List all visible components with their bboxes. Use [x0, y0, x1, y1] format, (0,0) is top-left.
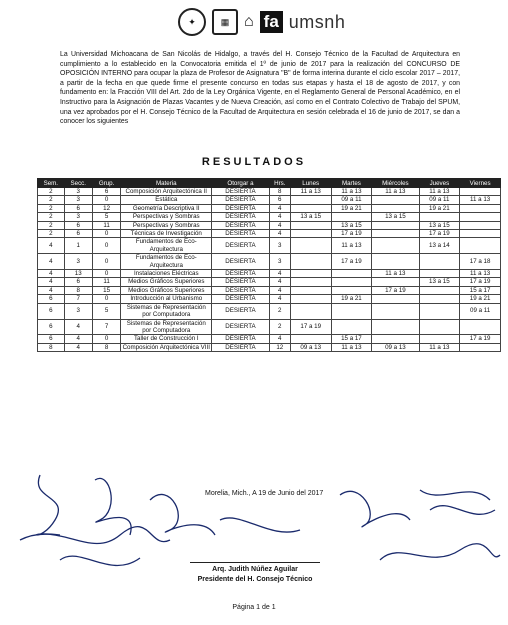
- table-cell: 17 a 19: [460, 278, 501, 286]
- table-cell: DESIERTA: [212, 343, 269, 351]
- table-cell: [290, 221, 331, 229]
- table-cell: 4: [38, 278, 65, 286]
- table-cell: 11 a 13: [460, 270, 501, 278]
- table-cell: [372, 295, 419, 303]
- table-cell: DESIERTA: [212, 230, 269, 238]
- column-header: Hrs.: [269, 179, 290, 188]
- logo-fa: fa: [260, 11, 283, 33]
- table-cell: DESIERTA: [212, 213, 269, 221]
- table-cell: [290, 303, 331, 319]
- table-row: [38, 238, 501, 254]
- table-cell: [372, 230, 419, 238]
- table-cell: 11: [92, 221, 120, 229]
- table-cell: 6: [64, 278, 92, 286]
- results-title: RESULTADOS: [201, 156, 307, 168]
- column-header: Grup.: [92, 179, 120, 188]
- table-cell: 15: [92, 286, 120, 294]
- table-cell: 8: [64, 286, 92, 294]
- table-cell: [372, 319, 419, 335]
- table-cell: 19 a 21: [331, 204, 372, 212]
- table-cell: [460, 230, 501, 238]
- table-cell: 8: [38, 343, 65, 351]
- table-cell: [419, 254, 460, 270]
- table-row: [38, 221, 501, 229]
- table-cell: 4: [38, 286, 65, 294]
- table-cell: [290, 286, 331, 294]
- signature-9: [220, 518, 300, 532]
- table-cell: [372, 238, 419, 254]
- table-cell: 2: [269, 303, 290, 319]
- table-cell: 0: [92, 335, 120, 343]
- table-cell: [372, 204, 419, 212]
- table-cell: 5: [92, 213, 120, 221]
- table-cell: [460, 204, 501, 212]
- table-cell: 3: [269, 254, 290, 270]
- column-header: Sem.: [38, 179, 65, 188]
- table-cell: 6: [269, 196, 290, 204]
- table-cell: 17 a 19: [331, 254, 372, 270]
- intro-paragraph: La Universidad Michoacana de San Nicolás de Hidalgo, a través del H. Consejo Técnico de la Facultad de Arquitectura en cumplimiento a lo establecido en la Convocatoria emitida el 1º de junio de 2017 para la realización del CONCURSO DE OPOSICIÓN INTERNO para ocupar la plaza de Profesor de Asignatura "B" de forma interina durante el ciclo escolar 2017 – 2017, a partir de la fecha en que quede firme el presente concurso en todas sus etapas y hasta el 18 de agosto de 2017, y con fundamento en: la Fracción VIII del Art. 2do de la Ley Orgánica Vigente, en el Reglamento General de Personal Académico, en el Instructivo para la Asignación de Plazas Vacantes y de Nueva Creación, así como en el Contrato Colectivo de Trabajo del SPUM, una vez aprobados por el H. Consejo Técnico de la Facultad de Arquitectura en sesión celebrada el 16 de junio de 2017, se dan a conocer los siguientes: [60, 51, 460, 126]
- table-cell: 6: [38, 295, 65, 303]
- table-cell: 3: [64, 303, 92, 319]
- table-cell: [331, 270, 372, 278]
- table-cell: 15 a 17: [460, 286, 501, 294]
- results-table: [37, 178, 501, 352]
- table-cell: DESIERTA: [212, 295, 269, 303]
- table-cell: [331, 319, 372, 335]
- table-cell: 0: [92, 254, 120, 270]
- table-cell: 6: [64, 204, 92, 212]
- table-cell: [419, 213, 460, 221]
- table-cell: 8: [92, 343, 120, 351]
- signature-4: [60, 556, 140, 565]
- table-cell: 4: [64, 335, 92, 343]
- table-cell: 1: [64, 238, 92, 254]
- table-cell: [460, 319, 501, 335]
- table-cell: 13 a 15: [419, 221, 460, 229]
- table-cell: 09 a 11: [419, 196, 460, 204]
- column-header: Miércoles: [372, 179, 419, 188]
- table-cell: [290, 335, 331, 343]
- table-cell: [290, 230, 331, 238]
- table-cell: [372, 278, 419, 286]
- column-header: Secc.: [64, 179, 92, 188]
- table-cell: Perspectivas y Sombras: [121, 213, 212, 221]
- table-cell: [460, 238, 501, 254]
- table-cell: 2: [38, 221, 65, 229]
- table-cell: 09 a 13: [372, 343, 419, 351]
- table-cell: 17 a 19: [460, 335, 501, 343]
- table-cell: [419, 303, 460, 319]
- table-cell: Estática: [121, 196, 212, 204]
- table-cell: 09 a 13: [290, 343, 331, 351]
- arch-icon: ⌂: [244, 13, 254, 30]
- table-row: [38, 196, 501, 204]
- table-cell: 11 a 13: [331, 238, 372, 254]
- table-cell: [290, 278, 331, 286]
- table-cell: 4: [269, 278, 290, 286]
- table-cell: Sistemas de Representación por Computadora: [121, 319, 212, 335]
- table-cell: 3: [64, 196, 92, 204]
- table-cell: 11 a 13: [372, 270, 419, 278]
- table-cell: 11 a 13: [372, 188, 419, 196]
- table-cell: Composición Arquitectónica VIII: [122, 343, 210, 351]
- table-cell: 11: [92, 278, 120, 286]
- table-cell: 4: [269, 335, 290, 343]
- table-cell: [290, 204, 331, 212]
- table-row: [38, 254, 501, 270]
- table-cell: [419, 270, 460, 278]
- table-cell: Fundamentos de Eco-Arquitectura: [121, 238, 212, 254]
- signature-7: [420, 490, 495, 514]
- logo-umsnh: umsnh: [288, 11, 346, 32]
- table-cell: DESIERTA: [212, 335, 269, 343]
- table-cell: 6: [38, 303, 65, 319]
- table-cell: Introducción al Urbanismo: [121, 295, 212, 303]
- table-cell: 6: [64, 230, 92, 238]
- header-logos: [178, 8, 345, 36]
- table-cell: 0: [92, 230, 120, 238]
- table-cell: DESIERTA: [212, 238, 269, 254]
- table-cell: 4: [269, 213, 290, 221]
- university-seal-icon: ✦: [178, 8, 206, 36]
- table-cell: 3: [64, 188, 92, 196]
- table-cell: Fundamentos de Eco-Arquitectura: [121, 254, 212, 270]
- table-cell: 17 a 19: [372, 286, 419, 294]
- table-cell: 7: [64, 295, 92, 303]
- table-cell: 2: [38, 204, 65, 212]
- table-cell: [372, 303, 419, 319]
- table-cell: DESIERTA: [212, 270, 269, 278]
- table-cell: 17 a 19: [419, 230, 460, 238]
- table-cell: 2: [38, 196, 65, 204]
- table-cell: [331, 213, 372, 221]
- signatures-area: [0, 440, 508, 620]
- table-cell: 8: [269, 188, 290, 196]
- faculty-emblem-icon: ▦: [212, 9, 238, 35]
- table-cell: 3: [64, 213, 92, 221]
- table-cell: 0: [92, 196, 120, 204]
- table-cell: 4: [269, 221, 290, 229]
- page-number: Página 1 de 1: [232, 604, 276, 611]
- column-header: Otorgar a: [212, 179, 269, 188]
- table-cell: 09 a 11: [331, 196, 372, 204]
- table-cell: DESIERTA: [212, 303, 269, 319]
- table-cell: 13 a 15: [419, 278, 460, 286]
- table-cell: 6: [64, 221, 92, 229]
- column-header: Jueves: [419, 179, 460, 188]
- table-cell: 4: [38, 238, 65, 254]
- signature-3: [20, 527, 170, 544]
- table-cell: 2: [38, 188, 65, 196]
- table-cell: Composición Arquitectónica II: [121, 188, 212, 196]
- signature-6: [340, 491, 410, 527]
- table-cell: 11 a 13: [460, 196, 501, 204]
- table-cell: DESIERTA: [212, 278, 269, 286]
- table-cell: 11 a 13: [331, 188, 372, 196]
- table-cell: 15 a 17: [331, 335, 372, 343]
- table-cell: DESIERTA: [212, 204, 269, 212]
- table-cell: DESIERTA: [212, 196, 269, 204]
- table-cell: [290, 238, 331, 254]
- table-cell: 4: [64, 343, 92, 351]
- table-row: [38, 213, 501, 221]
- table-cell: DESIERTA: [212, 254, 269, 270]
- table-cell: 13: [64, 270, 92, 278]
- table-row: [38, 319, 501, 335]
- table-cell: Instalaciones Eléctricas: [121, 270, 212, 278]
- signature-5: [150, 494, 215, 535]
- column-header: Lunes: [290, 179, 331, 188]
- table-cell: 13 a 15: [331, 221, 372, 229]
- table-cell: 13 a 14: [419, 238, 460, 254]
- table-cell: 7: [92, 319, 120, 335]
- table-cell: 4: [64, 319, 92, 335]
- column-header: Martes: [331, 179, 372, 188]
- signatures-scribbles: [0, 440, 508, 620]
- table-row: [38, 278, 501, 286]
- signer-name: Arq. Judith Núñez Aguilar: [212, 566, 298, 573]
- table-cell: 11 a 13: [419, 188, 460, 196]
- table-cell: [460, 213, 501, 221]
- table-cell: Medios Gráficos Superiores: [121, 286, 212, 294]
- table-cell: [290, 254, 331, 270]
- table-cell: 4: [269, 295, 290, 303]
- table-row: [38, 188, 501, 196]
- table-cell: [290, 270, 331, 278]
- table-cell: Taller de Construcción I: [121, 335, 212, 343]
- table-cell: 6: [92, 188, 120, 196]
- table-cell: [419, 286, 460, 294]
- table-header-row: [38, 179, 501, 188]
- place-date: Morelia, Mich., A 19 de Junio del 2017: [205, 490, 324, 497]
- table-cell: 2: [38, 213, 65, 221]
- signature-8: [380, 544, 500, 560]
- table-row: [38, 286, 501, 294]
- table-cell: 13 a 15: [372, 213, 419, 221]
- signature-1: [37, 475, 60, 535]
- column-header: Viernes: [460, 179, 501, 188]
- table-cell: 4: [269, 204, 290, 212]
- table-cell: [419, 335, 460, 343]
- table-row: [38, 335, 501, 343]
- table-cell: 17 a 19: [331, 230, 372, 238]
- table-cell: 09 a 11: [460, 303, 501, 319]
- table-cell: 3: [269, 238, 290, 254]
- table-row: [38, 230, 501, 238]
- table-cell: DESIERTA: [212, 221, 269, 229]
- table-cell: [372, 196, 419, 204]
- table-cell: 4: [38, 270, 65, 278]
- table-cell: 17 a 18: [460, 254, 501, 270]
- table-cell: [372, 221, 419, 229]
- table-cell: [290, 295, 331, 303]
- table-cell: [460, 221, 501, 229]
- table-cell: 11 a 13: [419, 343, 460, 351]
- signer-title: Presidente del H. Consejo Técnico: [197, 576, 313, 583]
- table-cell: Sistemas de Representación por Computadora: [121, 303, 212, 319]
- table-cell: Medios Gráficos Superiores: [121, 278, 212, 286]
- table-cell: 13 a 15: [290, 213, 331, 221]
- table-cell: 4: [38, 254, 65, 270]
- table-cell: [331, 278, 372, 286]
- table-row: [38, 303, 501, 319]
- table-cell: Geometría Descriptiva II: [121, 204, 212, 212]
- table-cell: 12: [269, 343, 290, 351]
- table-cell: DESIERTA: [212, 188, 269, 196]
- table-cell: 11 a 13: [331, 343, 372, 351]
- table-cell: [372, 335, 419, 343]
- table-cell: 4: [269, 286, 290, 294]
- table-row: [38, 343, 501, 351]
- table-row: [38, 204, 501, 212]
- signature-line: [190, 562, 320, 563]
- table-cell: 0: [92, 238, 120, 254]
- column-header: Materia: [121, 179, 212, 188]
- table-cell: 19 a 21: [460, 295, 501, 303]
- table-cell: [372, 254, 419, 270]
- table-cell: 6: [38, 335, 65, 343]
- table-cell: [331, 286, 372, 294]
- table-row: [38, 295, 501, 303]
- table-cell: [419, 319, 460, 335]
- table-cell: 19 a 21: [331, 295, 372, 303]
- table-cell: 19 a 21: [419, 204, 460, 212]
- table-cell: DESIERTA: [212, 286, 269, 294]
- table-cell: 4: [269, 230, 290, 238]
- table-cell: [460, 343, 501, 351]
- signature-2: [95, 478, 131, 535]
- table-cell: DESIERTA: [212, 319, 269, 335]
- table-cell: Técnicas de Investigación: [121, 230, 212, 238]
- table-cell: 3: [64, 254, 92, 270]
- signer-block: [190, 562, 320, 585]
- table-cell: [290, 196, 331, 204]
- table-row: [38, 270, 501, 278]
- table-cell: 2: [269, 319, 290, 335]
- table-cell: 0: [92, 270, 120, 278]
- table-cell: [460, 188, 501, 196]
- table-cell: [419, 295, 460, 303]
- table-cell: Perspectivas y Sombras: [121, 221, 212, 229]
- table-cell: 6: [38, 319, 65, 335]
- table-cell: 4: [269, 270, 290, 278]
- table-cell: 5: [92, 303, 120, 319]
- table-cell: 11 a 13: [290, 188, 331, 196]
- table-body: [38, 188, 501, 352]
- table-cell: 12: [92, 204, 120, 212]
- table-cell: 17 a 19: [290, 319, 331, 335]
- table-cell: 0: [92, 295, 120, 303]
- table-cell: 2: [38, 230, 65, 238]
- table-cell: [331, 303, 372, 319]
